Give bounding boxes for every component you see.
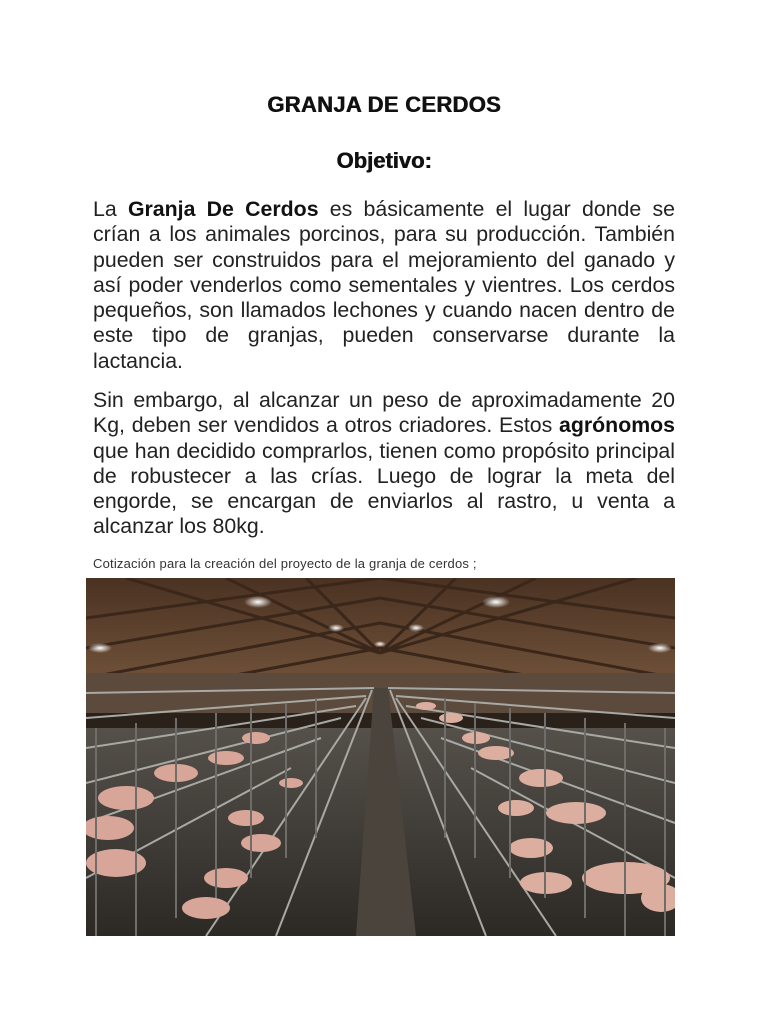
- paragraph-intro-post: es básicamente el lugar donde se crían a los animales porcinos, para su producción. También pueden ser construidos para el mejoramiento del ganado y así poder venderlos como sementales y vientres. Los cerdos pequeños, son llamados lechones y cuando nacen dentro de este tipo de granjas, pueden conservarse durante la lactancia.: [93, 197, 675, 373]
- document-title: GRANJA DE CERDOS: [267, 92, 501, 117]
- paragraph-intro-bold: Granja De Cerdos: [127, 197, 319, 221]
- paragraph-intro-pre: La: [93, 197, 128, 221]
- document-subtitle: Objetivo:: [336, 148, 432, 173]
- paragraph-sale: [93, 388, 675, 540]
- paragraph-sale-post: que han decidido comprarlos, tienen como propósito principal de robustecer a las crías. Luego de lograr la meta del engorde, se encargan de enviarlos al rastro, u venta a alcanzar los 80kg.: [93, 438, 675, 539]
- photo-caption: Cotización para la creación del proyecto de la granja de cerdos ;: [93, 556, 477, 571]
- paragraph-intro: [93, 197, 675, 374]
- pig-barn-photo: [86, 578, 675, 936]
- paragraph-sale-bold: agrónomos: [559, 413, 675, 438]
- paragraph-sale-pre: Sin embargo, al alcanzar un peso de aproximadamente 20 Kg, deben ser vendidos a otros criadores. Estos: [93, 388, 675, 438]
